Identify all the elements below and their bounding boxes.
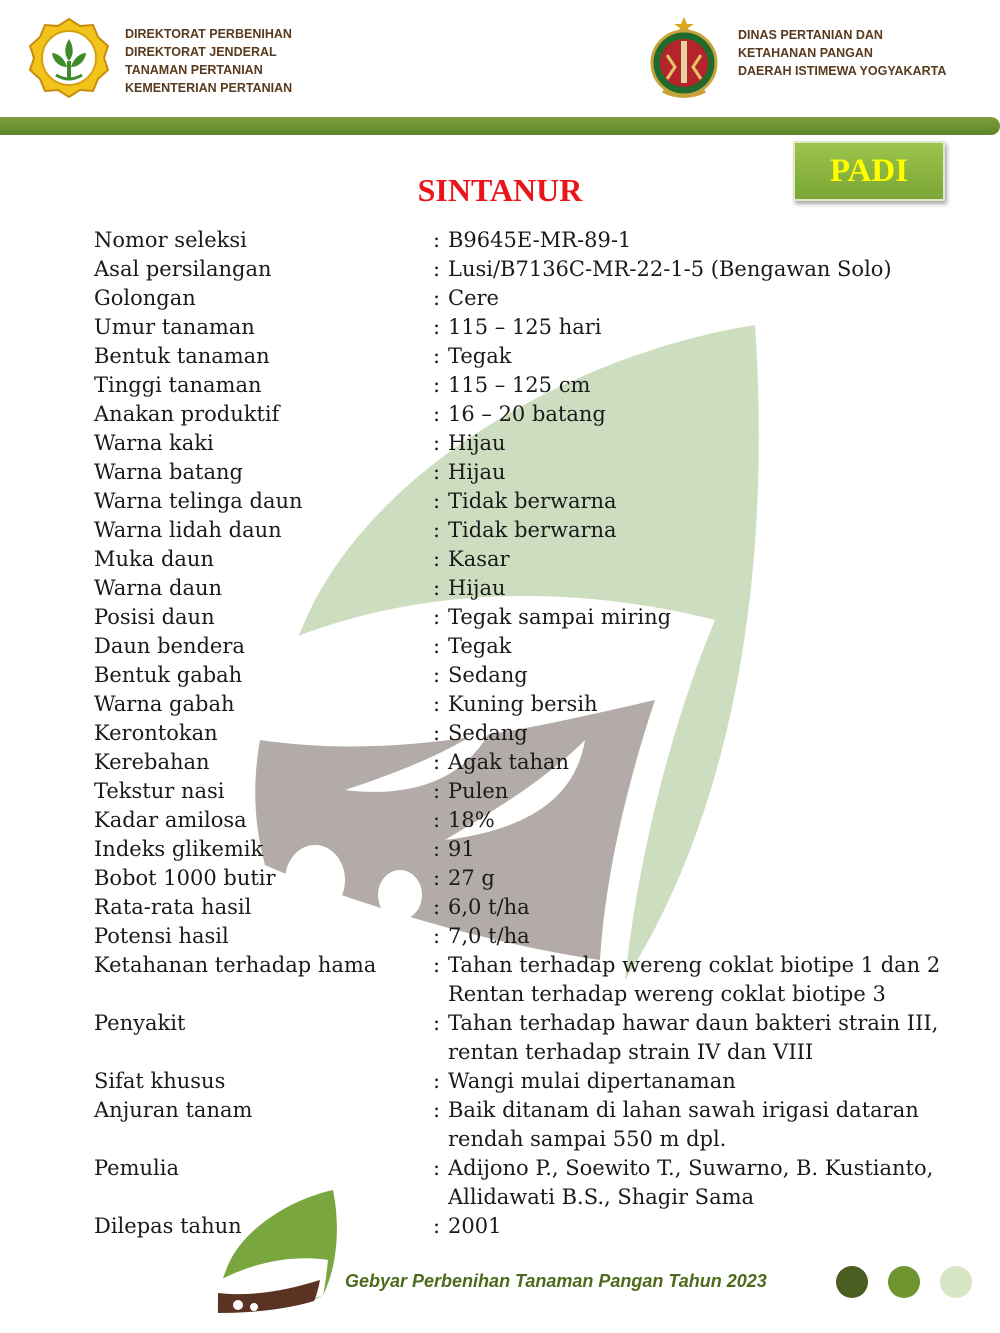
spec-label: Bentuk gabah	[94, 663, 243, 687]
spec-label: Bentuk tanaman	[94, 344, 270, 368]
spec-value-line: : Tegak sampai miring	[448, 605, 672, 629]
spec-value-line: : Kuning bersih	[448, 692, 598, 716]
spec-label: Bobot 1000 butir	[94, 866, 276, 890]
spec-label: Muka daun	[94, 547, 214, 571]
spec-row	[94, 226, 974, 255]
spec-label: Warna kaki	[94, 431, 214, 455]
spec-value	[433, 255, 974, 284]
spec-value	[433, 226, 974, 255]
spec-label: Daun bendera	[94, 634, 245, 658]
spec-value-line: : Pulen	[448, 779, 509, 803]
spec-row	[94, 632, 974, 661]
spec-value	[433, 922, 974, 951]
spec-value-line: : Tidak berwarna	[448, 489, 617, 513]
spec-label: Warna gabah	[94, 692, 235, 716]
spec-value-line: : Hijau	[448, 431, 506, 455]
spec-value-line: : 91	[448, 837, 475, 861]
left-organization-name	[125, 25, 292, 97]
spec-row	[94, 487, 974, 516]
footer-event-title: Gebyar Perbenihan Tanaman Pangan Tahun 2023	[345, 1271, 767, 1291]
spec-row	[94, 313, 974, 342]
footer-dot-medium	[888, 1266, 920, 1298]
spec-value-line: : 6,0 t/ha	[448, 895, 530, 919]
spec-value	[433, 864, 974, 893]
right-org-line: DINAS PERTANIAN DAN	[738, 28, 883, 42]
spec-value-line: : Cere	[448, 286, 499, 310]
spec-row	[94, 922, 974, 951]
spec-label: Warna telinga daun	[94, 489, 303, 513]
spec-row	[94, 951, 974, 1009]
spec-value	[433, 545, 974, 574]
spec-value-line: : Tidak berwarna	[448, 518, 617, 542]
spec-label: Indeks glikemik	[94, 837, 264, 861]
spec-value-line: rentan terhadap strain IV dan VIII	[448, 1040, 814, 1064]
spec-value-line: rendah sampai 550 m dpl.	[448, 1127, 727, 1151]
spec-value	[433, 1212, 974, 1241]
spec-row	[94, 661, 974, 690]
spec-value	[433, 893, 974, 922]
spec-label: Anakan produktif	[94, 402, 280, 426]
left-org-line: DIREKTORAT PERBENIHAN	[125, 27, 292, 41]
spec-value	[433, 284, 974, 313]
spec-label: Kadar amilosa	[94, 808, 247, 832]
spec-value-line: : Baik ditanam di lahan sawah irigasi dataran	[448, 1098, 919, 1122]
spec-value-line: Allidawati B.S., Shagir Sama	[448, 1185, 755, 1209]
diy-emblem-logo	[645, 15, 723, 103]
spec-row	[94, 458, 974, 487]
spec-value-line: : Hijau	[448, 576, 506, 600]
spec-label: Posisi daun	[94, 605, 215, 629]
spec-value-line: : 27 g	[448, 866, 495, 890]
left-org-line: DIREKTORAT JENDERAL	[125, 45, 277, 59]
spec-value-line: : Adijono P., Soewito T., Suwarno, B. Kustianto,	[448, 1156, 934, 1180]
spec-value-line: : B9645E-MR-89-1	[448, 228, 632, 252]
spec-value	[433, 661, 974, 690]
spec-value-line: : 7,0 t/ha	[448, 924, 530, 948]
footer-dot-light	[940, 1266, 972, 1298]
right-organization-name	[738, 26, 946, 80]
spec-row	[94, 342, 974, 371]
spec-label: Golongan	[94, 286, 196, 310]
spec-value-line: : Agak tahan	[448, 750, 570, 774]
spec-value	[433, 951, 974, 1009]
spec-row	[94, 603, 974, 632]
variety-title: SINTANUR	[417, 172, 583, 208]
spec-value	[433, 487, 974, 516]
spec-label: Rata-rata hasil	[94, 895, 252, 919]
spec-value-line: : 18%	[448, 808, 495, 832]
spec-row	[94, 748, 974, 777]
spec-value	[433, 690, 974, 719]
footer-leaf-logo	[208, 1185, 338, 1315]
spec-row	[94, 400, 974, 429]
spec-value	[433, 632, 974, 661]
spec-value-line: : Wangi mulai dipertanaman	[448, 1069, 736, 1093]
spec-value	[433, 400, 974, 429]
right-org-line: DAERAH ISTIMEWA YOGYAKARTA	[738, 64, 947, 78]
spec-label: Kerebahan	[94, 750, 210, 774]
spec-value-line: : Sedang	[448, 721, 528, 745]
spec-row	[94, 835, 974, 864]
spec-row	[94, 864, 974, 893]
spec-row	[94, 1096, 974, 1154]
spec-value	[433, 806, 974, 835]
spec-value-line: : 115 – 125 cm	[448, 373, 591, 397]
spec-row	[94, 574, 974, 603]
category-badge: PADI	[793, 141, 945, 201]
spec-row	[94, 516, 974, 545]
spec-value	[433, 313, 974, 342]
spec-row	[94, 893, 974, 922]
spec-value	[433, 835, 974, 864]
spec-label: Tinggi tanaman	[94, 373, 262, 397]
spec-label: Warna lidah daun	[94, 518, 282, 542]
spec-label: Anjuran tanam	[94, 1098, 253, 1122]
spec-row	[94, 255, 974, 284]
kementan-logo	[28, 17, 110, 99]
spec-label: Asal persilangan	[94, 257, 272, 281]
spec-label: Umur tanaman	[94, 315, 255, 339]
spec-value	[433, 1154, 974, 1212]
spec-label: Warna daun	[94, 576, 223, 600]
spec-row	[94, 719, 974, 748]
spec-value-line: : Kasar	[448, 547, 510, 571]
spec-row	[94, 429, 974, 458]
spec-row	[94, 284, 974, 313]
right-org-line: KETAHANAN PANGAN	[738, 46, 873, 60]
left-org-line: KEMENTERIAN PERTANIAN	[125, 81, 293, 95]
footer-dot-dark	[836, 1266, 868, 1298]
spec-label: Sifat khusus	[94, 1069, 226, 1093]
spec-value-line: : Tahan terhadap wereng coklat biotipe 1 dan 2	[448, 953, 941, 977]
spec-value-line: : Lusi/B7136C-MR-22-1-5 (Bengawan Solo)	[448, 257, 892, 281]
spec-value	[433, 371, 974, 400]
spec-value-line: : Sedang	[448, 663, 528, 687]
spec-row	[94, 690, 974, 719]
spec-label: Kerontokan	[94, 721, 218, 745]
spec-row	[94, 806, 974, 835]
spec-label: Penyakit	[94, 1011, 186, 1035]
spec-value-line: : Hijau	[448, 460, 506, 484]
spec-value	[433, 777, 974, 806]
spec-label: Tekstur nasi	[94, 779, 225, 803]
spec-value	[433, 748, 974, 777]
spec-label: Nomor seleksi	[94, 228, 247, 252]
header-divider-bar	[0, 117, 1000, 135]
spec-row	[94, 777, 974, 806]
spec-label: Potensi hasil	[94, 924, 229, 948]
spec-value-line: : Tegak	[448, 344, 512, 368]
spec-value	[433, 603, 974, 632]
spec-value	[433, 719, 974, 748]
spec-value-line: : 16 – 20 batang	[448, 402, 606, 426]
spec-row	[94, 1009, 974, 1067]
spec-value	[433, 1067, 974, 1096]
spec-value-line: : 2001	[448, 1214, 502, 1238]
spec-row	[94, 371, 974, 400]
spec-value-line: : Tahan terhadap hawar daun bakteri strain III,	[448, 1011, 939, 1035]
spec-value-line: Rentan terhadap wereng coklat biotipe 3	[448, 982, 886, 1006]
spec-value	[433, 574, 974, 603]
spec-value	[433, 1009, 974, 1067]
spec-label: Pemulia	[94, 1156, 180, 1180]
variety-spec-list	[94, 226, 974, 1241]
left-org-line: TANAMAN PERTANIAN	[125, 63, 263, 77]
spec-value-line: : 115 – 125 hari	[448, 315, 602, 339]
spec-label: Warna batang	[94, 460, 243, 484]
spec-value	[433, 516, 974, 545]
spec-value	[433, 429, 974, 458]
spec-value-line: : Tegak	[448, 634, 512, 658]
spec-value	[433, 1096, 974, 1154]
spec-value	[433, 342, 974, 371]
spec-row	[94, 545, 974, 574]
spec-label: Dilepas tahun	[94, 1214, 242, 1238]
spec-row	[94, 1067, 974, 1096]
spec-value	[433, 458, 974, 487]
spec-label: Ketahanan terhadap hama	[94, 953, 377, 977]
